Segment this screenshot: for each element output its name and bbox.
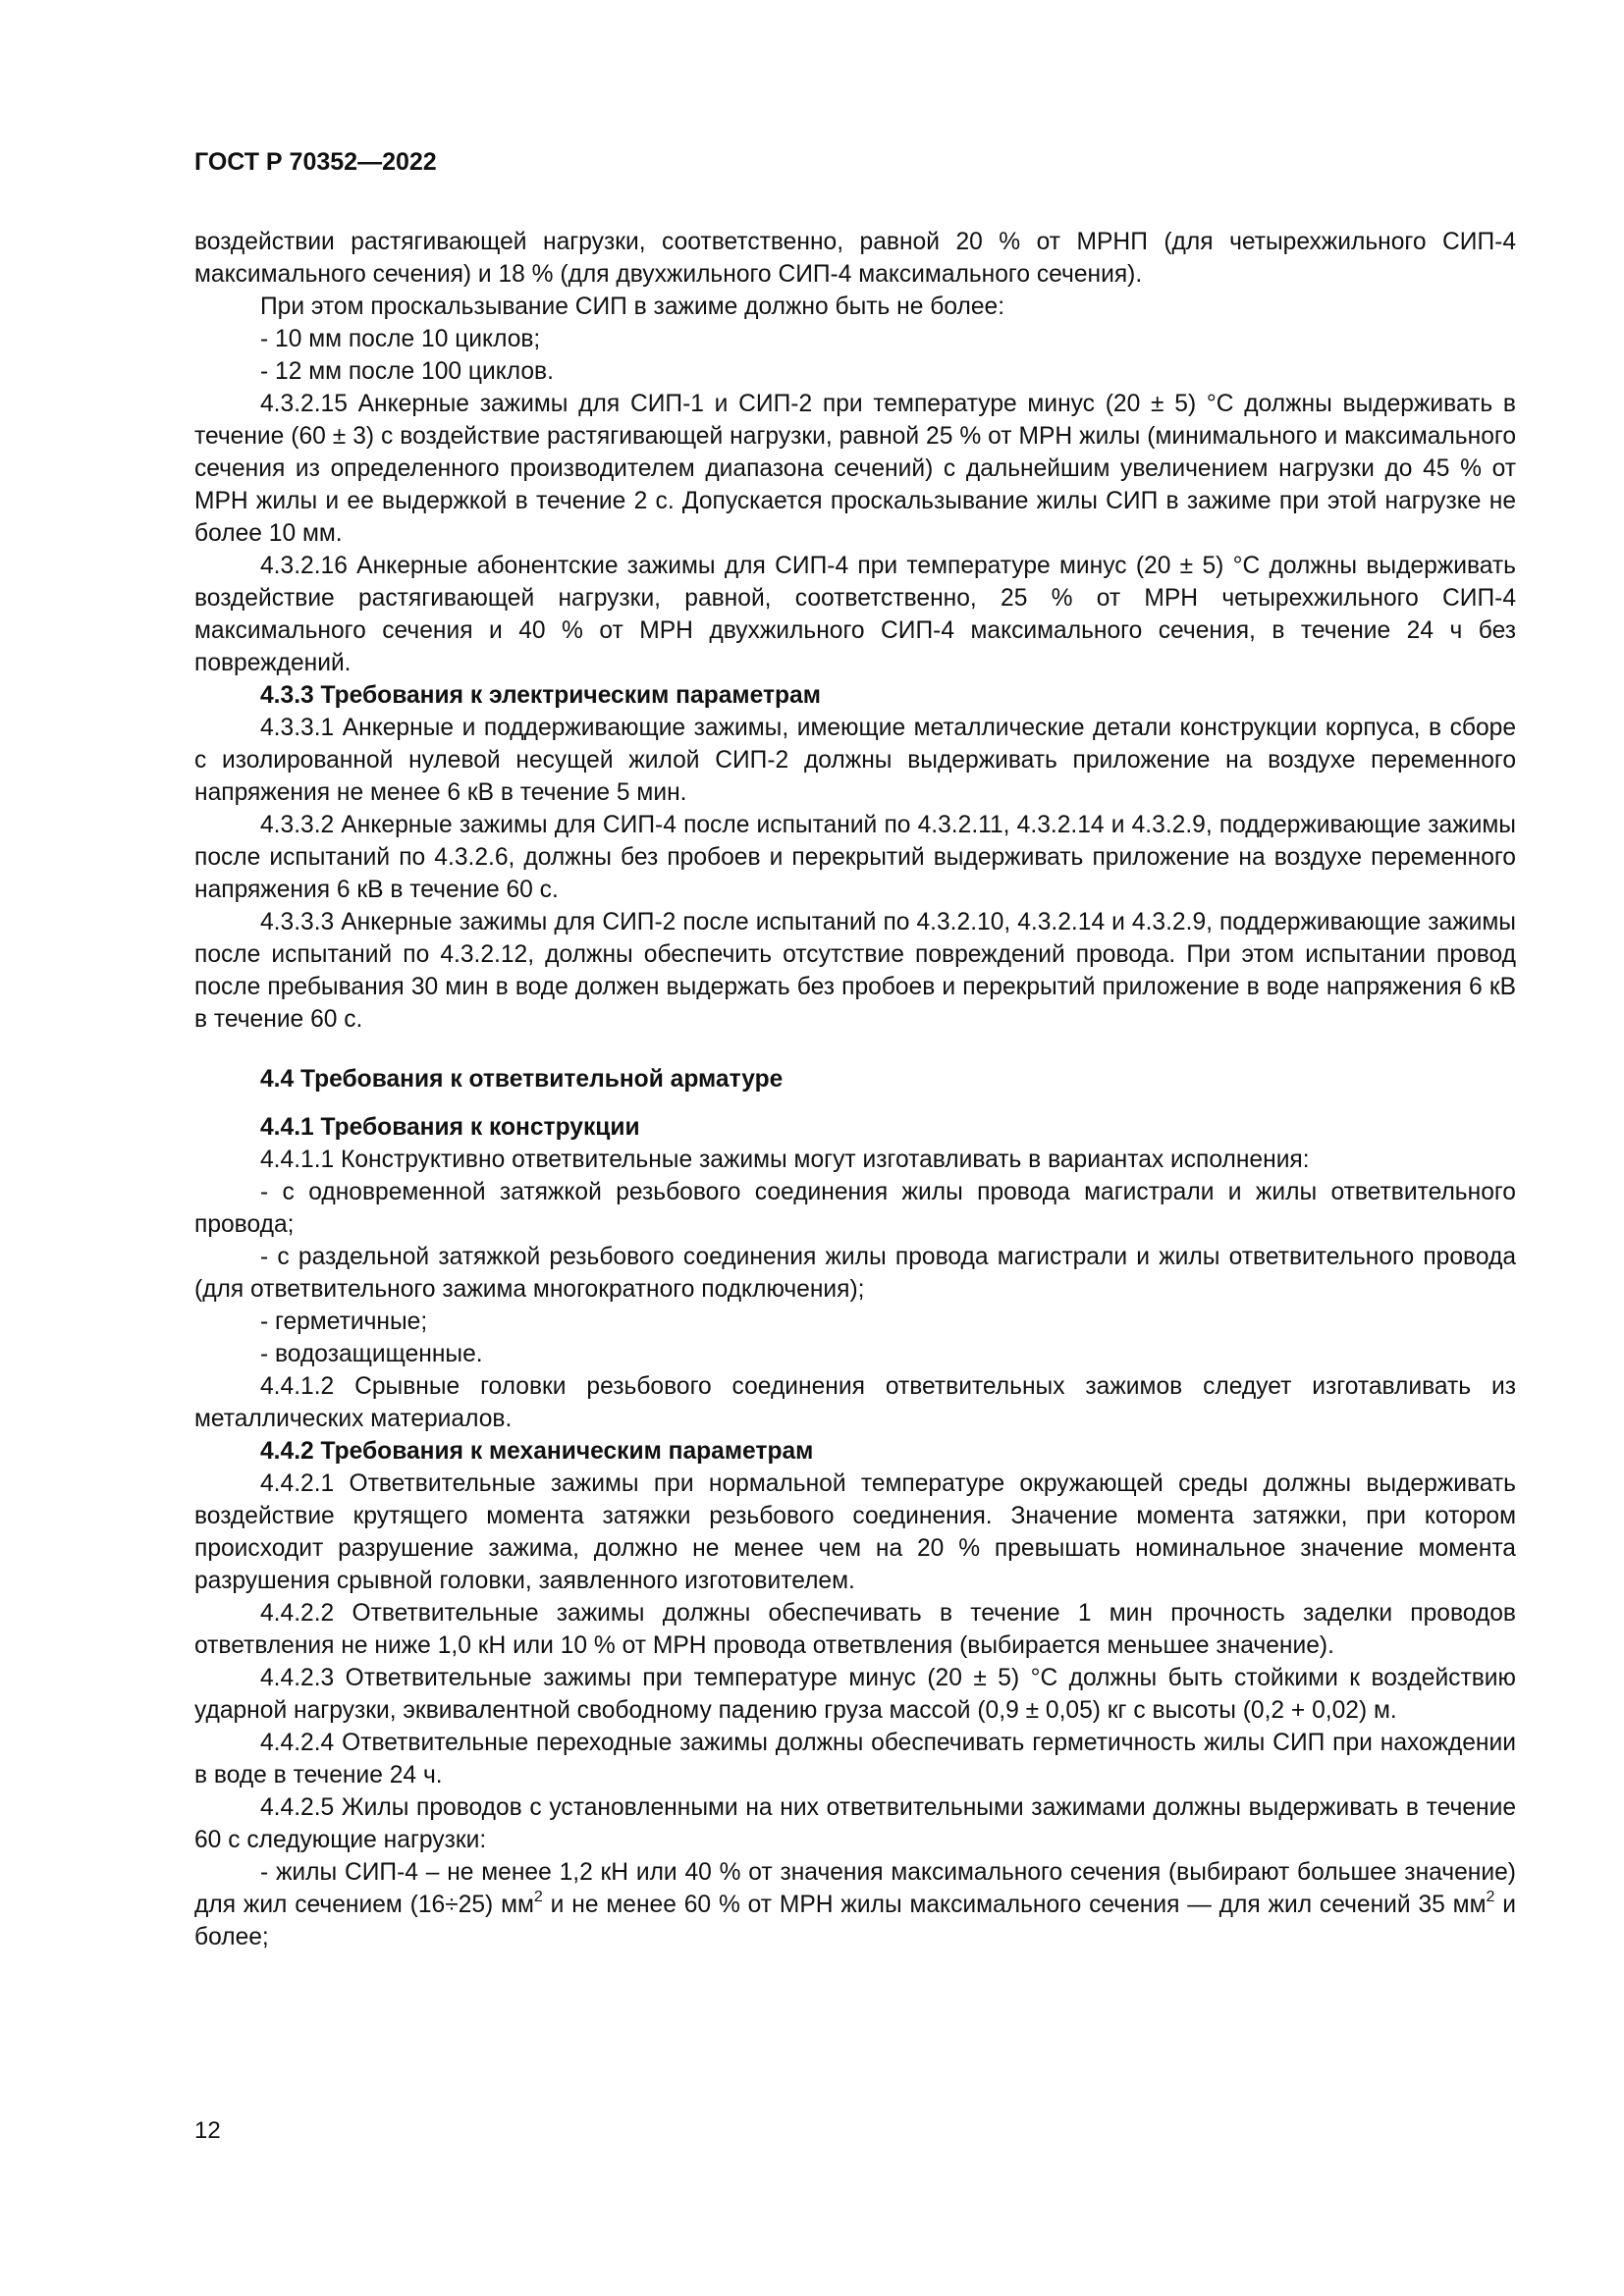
superscript: 2 [1486,1888,1495,1905]
clause-4-4-2-4: 4.4.2.4 Ответвительные переходные зажимы должны обеспечивать герметичность жилы СИП при нахождении в воде в течение 24 ч. [194,1730,1516,1789]
clause-4-3-3-1: 4.3.3.1 Анкерные и поддерживающие зажимы, имеющие металлические детали конструкции корпуса, в сборе с изолированной нулевой несущей жилой СИП-2 должны выдерживать приложение на воздухе переменного напряжения не менее 6 кВ в течение 5 мин. [194,715,1516,806]
clause-4-4-2-1: 4.4.2.1 Ответвительные зажимы при нормальной температуре окружающей среды должны выдерживать воздействие крутящего момента затяжки резьбового соединения. Значение момента затяжки, при котором происходит разрушение зажима, должно не менее чем на 20 % превышать номинальное значение момента разрушения срывной головки, заявленного изготовителем. [194,1470,1516,1594]
section-heading-4-3-3: 4.3.3 Требования к электрическим параметрам [260,682,821,709]
clause-4-3-2-16: 4.3.2.16 Анкерные абонентские зажимы для СИП-4 при температуре минус (20 ± 5) °С должны выдерживать воздействие растягивающей нагрузки, равной, соответственно, 25 % от МРН четырехжильного СИП-4 максимального сечения и 40 % от МРН двухжильного СИП-4 максимального сечения, в течение 24 ч без повреждений. [194,553,1516,676]
paragraph: воздействии растягивающей нагрузки, соответственно, равной 20 % от МРНП (для четырехжильного СИП-4 максимального сечения) и 18 % (для двухжильного СИП-4 максимального сечения). [194,229,1516,288]
clause-4-4-2-3: 4.4.2.3 Ответвительные зажимы при температуре минус (20 ± 5) °С должны быть стойкими к воздействию ударной нагрузки, эквивалентной свободному падению груза массой (0,9 ± 0,05) кг с высоты (0,2 + 0,02) м. [194,1665,1516,1724]
document-header: ГОСТ Р 70352—2022 [194,148,437,176]
clause-4-4-2-2: 4.4.2.2 Ответвительные зажимы должны обеспечивать в течение 1 мин прочность заделки проводов ответвления не ниже 1,0 кН или 10 % от МРН провода ответвления (выбирается меньшее значение). [194,1600,1516,1659]
paragraph: При этом проскальзывание СИП в зажиме должно быть не более: [260,294,1005,320]
clause-4-4-1-2: 4.4.1.2 Срывные головки резьбового соединения ответвительных зажимов следует изготавливать из металлических материалов. [194,1373,1516,1432]
clause-4-3-2-15: 4.3.2.15 Анкерные зажимы для СИП-1 и СИП-2 при температуре минус (20 ± 5) °С должны выдерживать в течение (60 ± 3) с воздействие растягивающей нагрузки, равной 25 % от МРН жилы (минимального и максимального сечения из определенного производителем диапазона сечений) с дальнейшим увеличением нагрузки до 45 % от МРН жилы и ее выдержкой в течение 2 с. Допускается проскальзывание жилы СИП в зажиме при этой нагрузке не более 10 мм. [194,391,1516,547]
list-item: - водозащищенные. [260,1341,483,1367]
section-heading-4-4-1: 4.4.1 Требования к конструкции [260,1114,640,1141]
list-item-text-part: и более; [194,1892,1516,1950]
page-number: 12 [194,2117,221,2144]
section-heading-4-4: 4.4 Требования к ответвительной арматуре [260,1066,784,1093]
list-item: - герметичные; [260,1308,428,1335]
list-item: - с одновременной затяжкой резьбового соединения жилы провода магистрали и жилы ответвительного провода; [194,1179,1516,1238]
clause-4-3-3-3: 4.3.3.3 Анкерные зажимы для СИП-2 после испытаний по 4.3.2.10, 4.3.2.14 и 4.3.2.9, поддерживающие зажимы после испытаний по 4.3.2.12, должны обеспечить отсутствие повреждений провода. При этом испытании провод после пребывания 30 мин в воде должен выдержать без пробоев и перекрытий приложение в воде напряжения 6 кВ в течение 60 с. [194,909,1516,1033]
list-item-text-part: и не менее 60 % от МРН жилы максимального сечения — для жил сечений 35 мм [542,1892,1487,1918]
list-item-text-part: - жилы СИП-4 – не менее 1,2 кН или 40 % от значения максимального сечения (выбирают большее значение) для жил сечением (16÷25) мм [194,1859,1516,1918]
clause-4-4-2-5: 4.4.2.5 Жилы проводов с установленными на них ответвительными зажимами должны выдерживать в течение 60 с следующие нагрузки: [194,1794,1516,1853]
superscript: 2 [533,1888,543,1905]
list-item: - 12 мм после 100 циклов. [260,358,554,385]
list-item-sip4-loads [194,1856,1516,1953]
list-item: - с раздельной затяжкой резьбового соединения жилы провода магистрали и жилы ответвительного провода (для ответвительного зажима многократного подключения); [194,1244,1516,1303]
document-page [194,147,1516,1953]
clause-4-3-3-2: 4.3.3.2 Анкерные зажимы для СИП-4 после испытаний по 4.3.2.11, 4.3.2.14 и 4.3.2.9, поддерживающие зажимы после испытаний по 4.3.2.6, должны без пробоев и перекрытий выдерживать приложение на воздухе переменного напряжения 6 кВ в течение 60 с. [194,812,1516,903]
clause-4-4-1-1: 4.4.1.1 Конструктивно ответвительные зажимы могут изготавливать в вариантах исполнения: [260,1147,1310,1173]
list-item: - 10 мм после 10 циклов; [260,326,541,352]
section-heading-4-4-2: 4.4.2 Требования к механическим параметрам [260,1438,814,1465]
